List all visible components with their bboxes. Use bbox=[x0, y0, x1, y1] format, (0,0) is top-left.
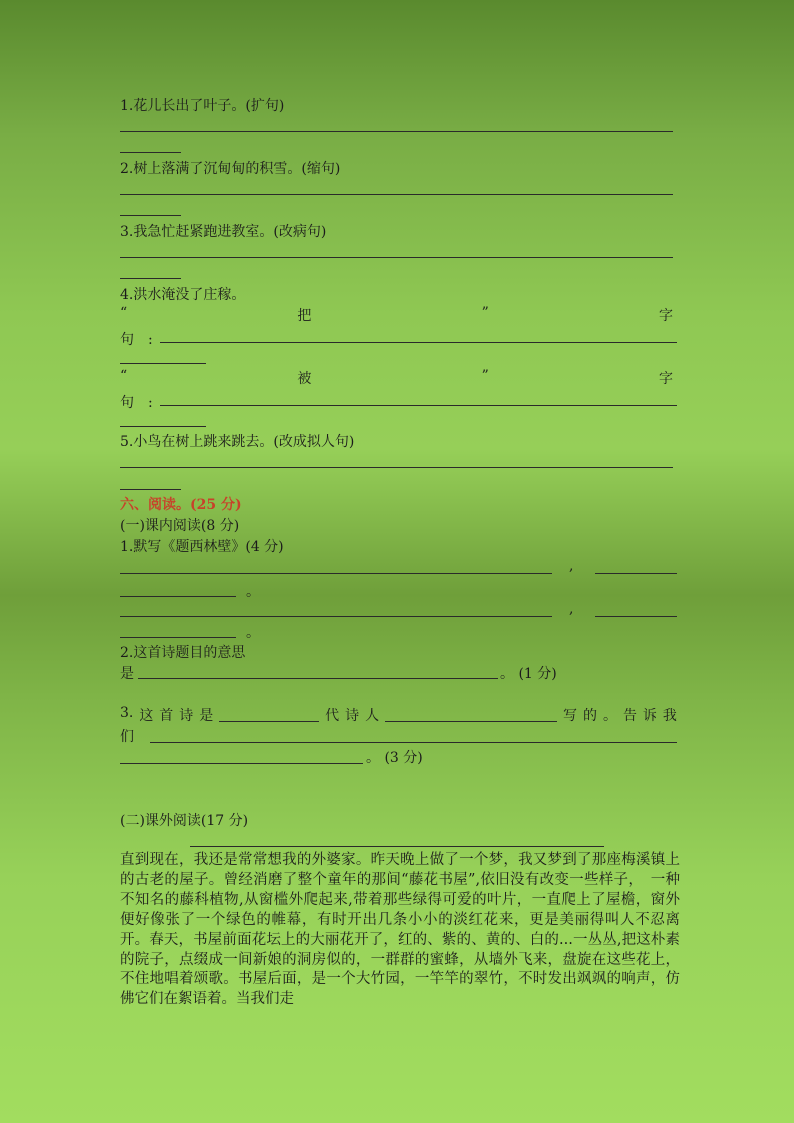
poem-line-4a bbox=[595, 616, 677, 617]
answer-line-r3a bbox=[150, 742, 677, 743]
period-1: 。 bbox=[246, 584, 260, 600]
bei-char: 被 bbox=[297, 371, 312, 387]
period-2: 。 bbox=[246, 625, 260, 641]
poem-line-4b bbox=[120, 637, 236, 638]
comma-2: , bbox=[569, 601, 574, 617]
blank-poet bbox=[385, 705, 557, 722]
reading-question-3-men: 们 bbox=[120, 729, 134, 745]
answer-line-5b bbox=[120, 489, 181, 490]
question-1: 1.花儿长出了叶子。(扩句) bbox=[120, 98, 285, 114]
reading-question-3-tail: 。 (3 分) bbox=[366, 750, 423, 766]
section-6-heading: 六、阅读。(25 分) bbox=[120, 497, 242, 513]
answer-line-4d bbox=[120, 426, 206, 427]
quote-open: “ bbox=[120, 305, 128, 321]
answer-line-2a bbox=[120, 194, 673, 195]
answer-line-5a bbox=[120, 467, 673, 468]
ba-sentence-prompt bbox=[120, 305, 673, 325]
quote-close: ” bbox=[481, 305, 489, 321]
ba-char: 把 bbox=[297, 308, 312, 324]
bei-sentence-prompt bbox=[120, 368, 673, 388]
reading-question-2-is: 是 bbox=[120, 666, 134, 682]
answer-line-3b bbox=[120, 278, 181, 279]
answer-line-4b bbox=[120, 363, 206, 364]
reading-question-2: 2.这首诗题目的意思 bbox=[120, 645, 246, 661]
blank-dynasty bbox=[219, 705, 319, 722]
answer-line-1a bbox=[120, 131, 673, 132]
answer-line-4c bbox=[160, 405, 677, 406]
answer-line-2b bbox=[120, 215, 181, 216]
comma-1: , bbox=[569, 558, 574, 574]
answer-line-3a bbox=[120, 257, 673, 258]
question-2: 2.树上落满了沉甸甸的积雪。(缩句) bbox=[120, 161, 341, 177]
reading-passage: 直到现在，我还是常常想我的外婆家。昨天晚上做了一个梦，我又梦到了那座梅溪镇上的古老的屋子。曾经消磨了整个童年的那间“藤花书屋”,依旧没有改变一些样子， 一种不知名的藤科植物,从窗槛外爬起来,带着那些绿得可爱的叶片，一直爬上了屋檐，窗外便好像张了一个绿色的帷幕，有时开出几条小小的淡红花来，更是美丽得叫人不忍离开。春天，书屋前面花坛上的大丽花开了，红的、紫的、黄的、白的...一丛丛,把这朴素的院子，点缀成一间新娘的洞房似的，一群群的蜜蜂，从墙外飞来，盘旋在这些花上，不住地唱着颂歌。书屋后面，是一个大竹园，一竿竿的翠竹，不时发出飒飒的响声，仿佛它们在絮语着。当我们走 bbox=[120, 852, 680, 1008]
quote-open: “ bbox=[120, 368, 128, 384]
reading-question-3: 3. 这 首 诗 是 代 诗 人 写 的 。 告 诉 我 bbox=[120, 705, 677, 724]
bei-ju-label: 句 : bbox=[120, 395, 153, 411]
reading-question-1: 1.默写《题西林壁》(4 分) bbox=[120, 539, 284, 555]
poem-line-1 bbox=[120, 573, 552, 574]
title-blank-line bbox=[190, 846, 604, 847]
zi-char: 字 bbox=[659, 308, 673, 324]
answer-line-1b bbox=[120, 152, 181, 153]
quote-close: ” bbox=[481, 368, 489, 384]
question-3: 3.我急忙赶紧跑进教室。(改病句) bbox=[120, 224, 327, 240]
answer-line-4a bbox=[160, 342, 677, 343]
subsection-1-heading: (一)课内阅读(8 分) bbox=[120, 518, 240, 534]
poem-line-2a bbox=[595, 573, 677, 574]
poem-line-2b bbox=[120, 596, 236, 597]
question-5: 5.小鸟在树上跳来跳去。(改成拟人句) bbox=[120, 434, 355, 450]
ba-ju-label: 句 : bbox=[120, 332, 153, 348]
reading-question-2-tail: 。 (1 分) bbox=[500, 666, 557, 682]
answer-line-r2 bbox=[138, 678, 498, 679]
zi-char: 字 bbox=[659, 371, 673, 387]
poem-line-3 bbox=[120, 616, 552, 617]
answer-line-r3b bbox=[120, 763, 363, 764]
subsection-2-heading: (二)课外阅读(17 分) bbox=[120, 813, 249, 829]
question-4: 4.洪水淹没了庄稼。 bbox=[120, 287, 246, 303]
